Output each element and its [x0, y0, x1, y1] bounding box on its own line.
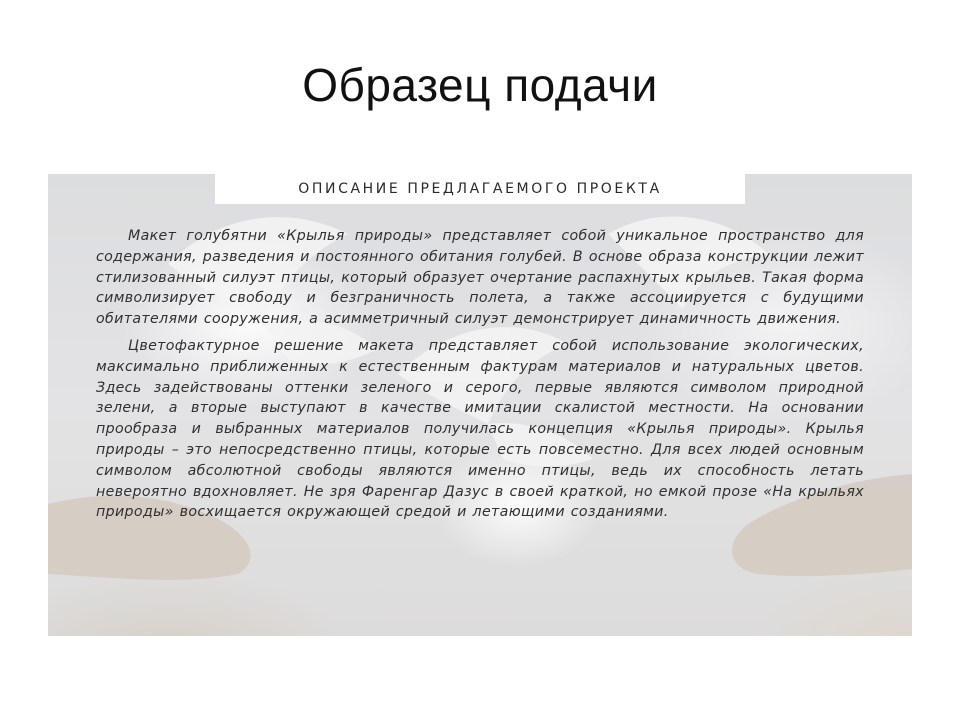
- project-description-image: [48, 174, 912, 636]
- project-description-heading: ОПИСАНИЕ ПРЕДЛАГАЕМОГО ПРОЕКТА: [215, 174, 745, 204]
- project-description-body: [96, 226, 864, 523]
- description-paragraph: Макет голубятни «Крылья природы» представляет собой уникальное пространство для содержания, разведения и постоянного обитания голубей. В основе образа конструкции лежит стилизованный силуэт птицы, который образует очертание распахнутых крыльев. Такая форма символизирует свободу и безграничность полета, а также ассоциируется с будущими обитателями сооружения, а асимметричный силуэт демонстрирует динамичность движения.: [96, 228, 864, 328]
- slide-title: Образец подачи: [302, 59, 658, 111]
- description-paragraph: Цветофактурное решение макета представляет собой использование экологических, максимально приближенных к естественным фактурам материалов и натуральных цветов. Здесь задействованы оттенки зеленого и серого, первые являются символом природной зелени, а вторые выступают в качестве имитации скалистой местности. На основании прообраза и выбранных материалов получилась концепция «Крылья природы». Крылья природы – это непосредственно птицы, которые есть повсеместно. Для всех людей основным символом абсолютной свободы являются именно птицы, ведь их способность летать невероятно вдохновляет. Не зря Фаренгар Дазус в своей краткой, но емкой прозе «На крыльях природы» восхищается окружающей средой и летающими созданиями.: [96, 337, 864, 521]
